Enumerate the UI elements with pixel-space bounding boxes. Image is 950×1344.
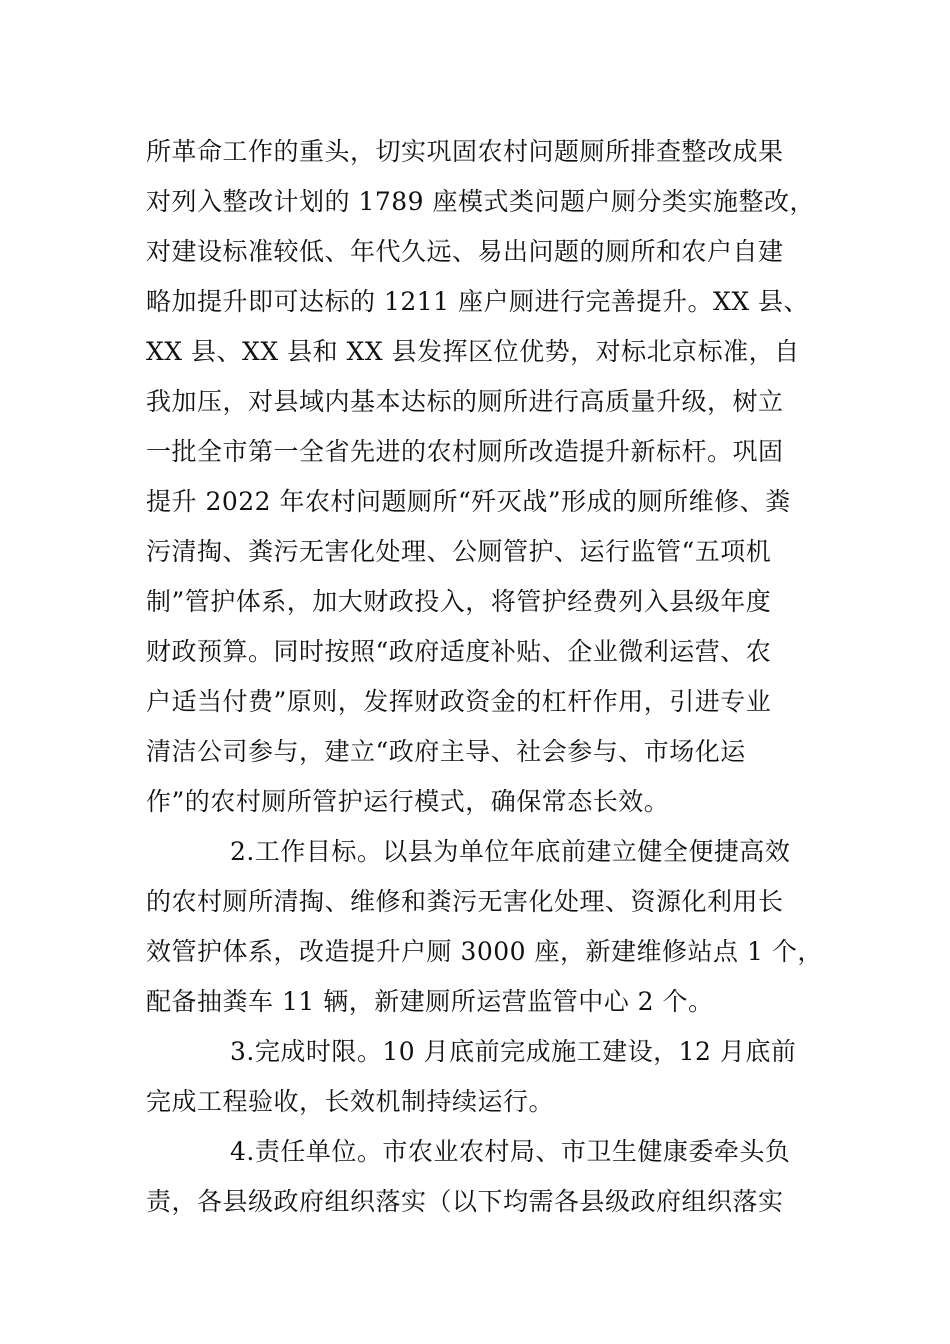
text-line: 略加提升即可达标的 1211 座户厕进行完善提升。XX 县、 <box>146 287 810 316</box>
section-heading-line: 4.责任单位。市农业农村局、市卫生健康委牵头负 <box>230 1137 791 1166</box>
text-line: 财政预算。同时按照“政府适度补贴、企业微利运营、农 <box>146 637 772 666</box>
text-line: 清洁公司参与，建立“政府主导、社会参与、市场化运 <box>146 737 746 766</box>
text-line: 完成工程验收，长效机制持续运行。 <box>146 1087 555 1116</box>
text-line: 制”管护体系，加大财政投入，将管护经费列入县级年度 <box>146 587 772 616</box>
text-line: 提升 2022 年农村问题厕所“歼灭战”形成的厕所维修、粪 <box>146 487 791 516</box>
text-line: 对列入整改计划的 1789 座模式类问题户厕分类实施整改， <box>146 187 816 216</box>
text-line: 责，各县级政府组织落实（以下均需各县级政府组织落实 <box>146 1187 784 1216</box>
section-heading-line: 3.完成时限。10 月底前完成施工建设，12 月底前 <box>230 1037 797 1066</box>
text-line: 户适当付费”原则，发挥财政资金的杠杆作用，引进专业 <box>146 687 772 716</box>
text-line: 的农村厕所清掏、维修和粪污无害化处理、资源化利用长 <box>146 887 784 916</box>
text-line: 对建设标准较低、年代久远、易出问题的厕所和农户自建 <box>146 237 784 266</box>
text-line: 效管护体系，改造提升户厕 3000 座，新建维修站点 1 个， <box>146 937 823 966</box>
text-line: 污清掏、粪污无害化处理、公厕管护、运行监管“五项机 <box>146 537 772 566</box>
text-line: 所革命工作的重头，切实巩固农村问题厕所排查整改成果 <box>146 137 784 166</box>
section-heading-line: 2.工作目标。以县为单位年底前建立健全便捷高效 <box>230 837 791 866</box>
text-line: 作”的农村厕所管护运行模式，确保常态长效。 <box>146 787 670 816</box>
text-line: XX 县、XX 县和 XX 县发挥区位优势，对标北京标准，自 <box>146 337 800 366</box>
text-line: 配备抽粪车 11 辆，新建厕所运营监管中心 2 个。 <box>146 987 714 1016</box>
text-line: 一批全市第一全省先进的农村厕所改造提升新标杆。巩固 <box>146 437 784 466</box>
text-line: 我加压，对县域内基本达标的厕所进行高质量升级，树立 <box>146 387 784 416</box>
